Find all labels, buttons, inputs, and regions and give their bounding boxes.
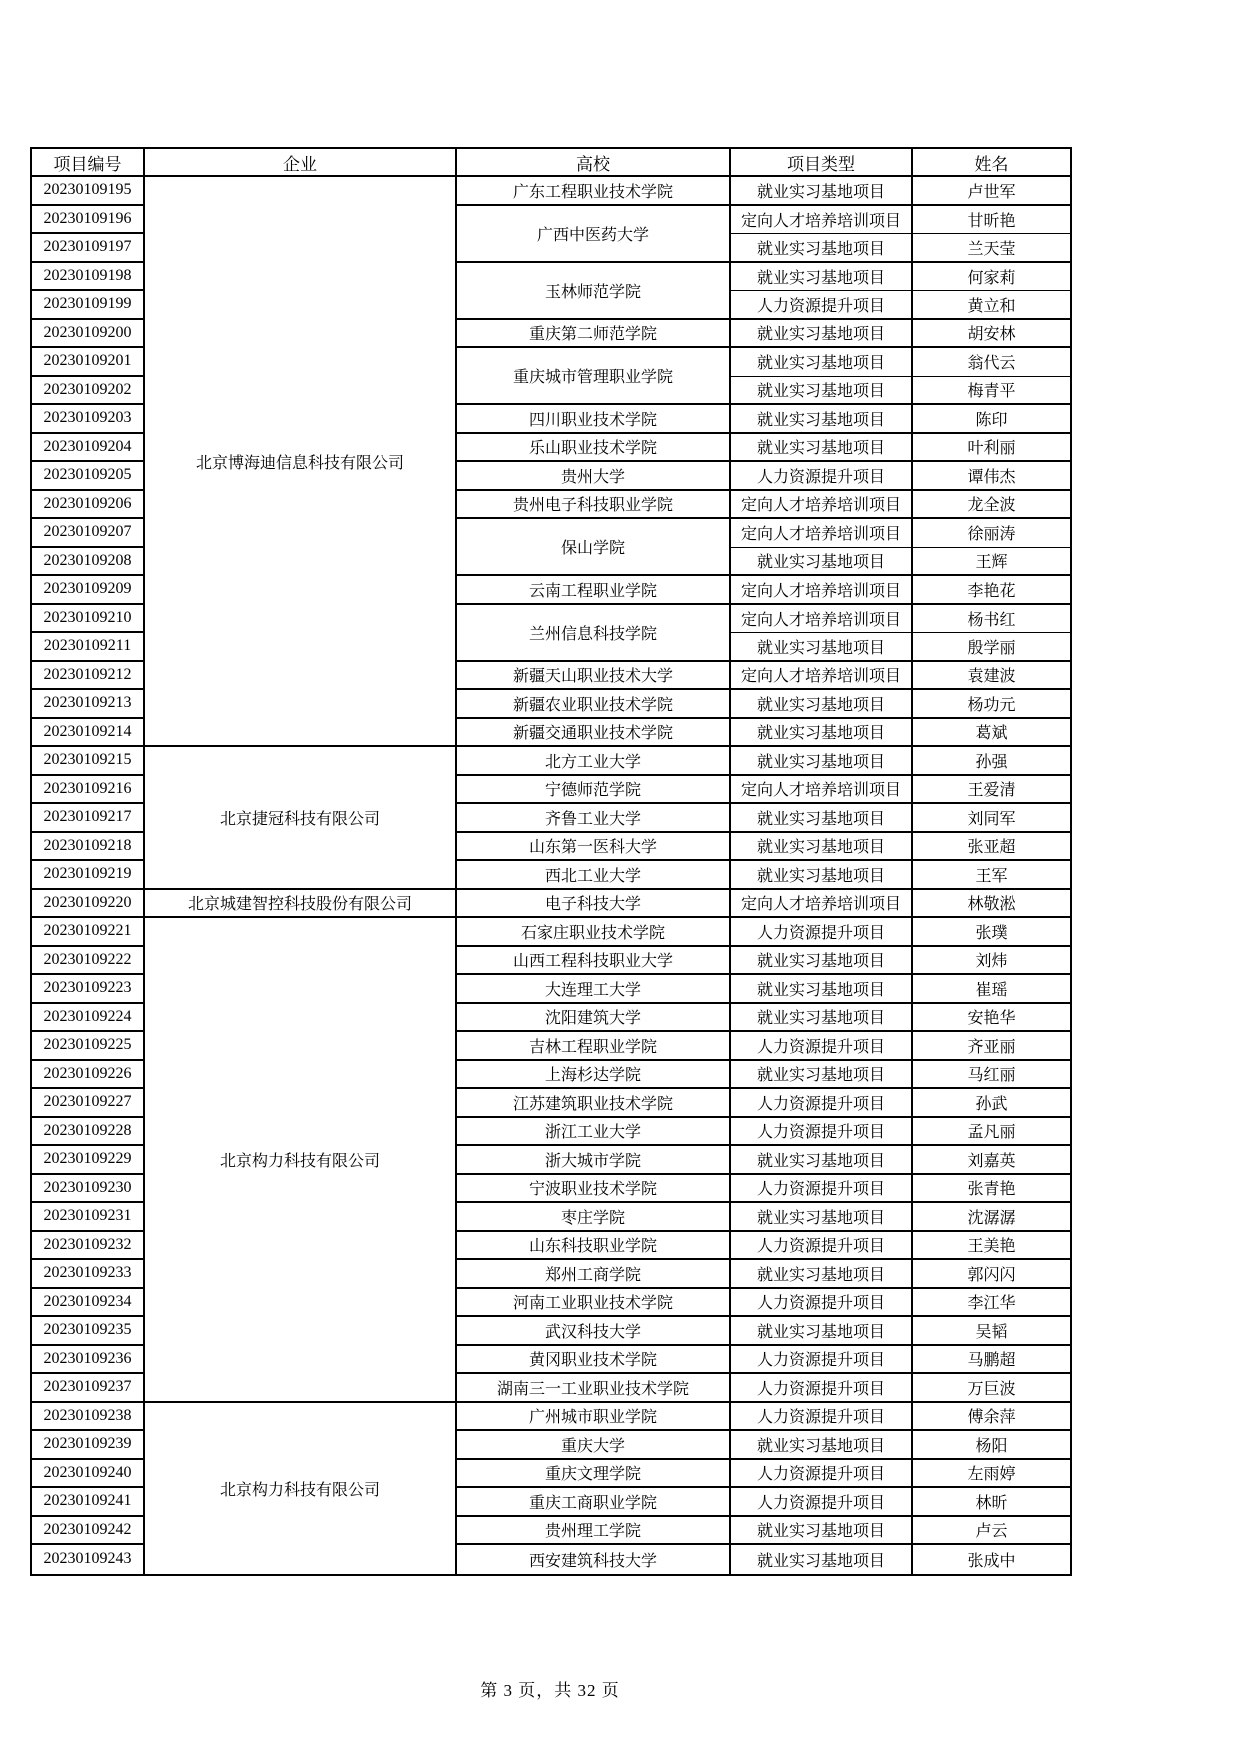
cell-person-name: 王军 [913, 861, 1070, 890]
cell-project-id: 20230109217 [32, 804, 145, 833]
cell-person-name: 杨书红 [913, 605, 1070, 634]
cell-project-id: 20230109236 [32, 1346, 145, 1375]
cell-project-type: 就业实习基地项目 [731, 548, 913, 577]
cell-project-type: 人力资源提升项目 [731, 1374, 913, 1403]
cell-project-type: 就业实习基地项目 [731, 804, 913, 833]
cell-project-id: 20230109237 [32, 1374, 145, 1403]
column-header-project-type: 项目类型 [731, 149, 913, 177]
cell-university: 沈阳建筑大学 [457, 1004, 731, 1033]
cell-person-name: 葛斌 [913, 719, 1070, 748]
cell-project-id: 20230109206 [32, 491, 145, 520]
cell-university: 江苏建筑职业技术学院 [457, 1089, 731, 1118]
cell-university: 山东第一医科大学 [457, 833, 731, 862]
cell-project-type: 就业实习基地项目 [731, 1317, 913, 1346]
cell-project-type: 人力资源提升项目 [731, 1118, 913, 1147]
cell-enterprise: 北京构力科技有限公司 [145, 918, 457, 1403]
cell-project-type: 就业实习基地项目 [731, 177, 913, 206]
cell-project-id: 20230109199 [32, 291, 145, 320]
column-header-enterprise: 企业 [145, 149, 457, 177]
cell-project-type: 就业实习基地项目 [731, 234, 913, 263]
cell-university: 上海杉达学院 [457, 1061, 731, 1090]
cell-project-type: 就业实习基地项目 [731, 690, 913, 719]
cell-university: 枣庄学院 [457, 1203, 731, 1232]
cell-project-id: 20230109203 [32, 405, 145, 434]
cell-person-name: 李艳花 [913, 576, 1070, 605]
cell-project-id: 20230109197 [32, 234, 145, 263]
cell-project-id: 20230109215 [32, 747, 145, 776]
cell-university: 大连理工大学 [457, 975, 731, 1004]
cell-project-type: 定向人才培养培训项目 [731, 206, 913, 235]
cell-person-name: 万巨波 [913, 1374, 1070, 1403]
cell-project-id: 20230109226 [32, 1061, 145, 1090]
cell-project-type: 就业实习基地项目 [731, 263, 913, 292]
cell-project-type: 定向人才培养培训项目 [731, 890, 913, 919]
cell-university: 河南工业职业技术学院 [457, 1289, 731, 1318]
cell-project-id: 20230109232 [32, 1232, 145, 1261]
cell-project-type: 人力资源提升项目 [731, 1089, 913, 1118]
cell-project-type: 就业实习基地项目 [731, 719, 913, 748]
column-header-university: 高校 [457, 149, 731, 177]
cell-project-id: 20230109196 [32, 206, 145, 235]
cell-person-name: 傅余萍 [913, 1403, 1070, 1432]
cell-university: 山西工程科技职业大学 [457, 947, 731, 976]
cell-university: 保山学院 [457, 519, 731, 576]
cell-university: 电子科技大学 [457, 890, 731, 919]
cell-project-type: 就业实习基地项目 [731, 320, 913, 349]
cell-project-id: 20230109216 [32, 776, 145, 805]
cell-project-type: 就业实习基地项目 [731, 1004, 913, 1033]
cell-person-name: 林昕 [913, 1488, 1070, 1517]
cell-person-name: 吴韬 [913, 1317, 1070, 1346]
projects-table [30, 147, 1072, 1576]
cell-university: 新疆农业职业技术学院 [457, 690, 731, 719]
cell-project-id: 20230109233 [32, 1260, 145, 1289]
cell-project-id: 20230109201 [32, 348, 145, 377]
cell-university: 广西中医药大学 [457, 206, 731, 263]
cell-project-id: 20230109202 [32, 377, 145, 406]
cell-project-id: 20230109231 [32, 1203, 145, 1232]
cell-university: 齐鲁工业大学 [457, 804, 731, 833]
cell-project-type: 定向人才培养培训项目 [731, 605, 913, 634]
cell-person-name: 翁代云 [913, 348, 1070, 377]
cell-university: 北方工业大学 [457, 747, 731, 776]
cell-project-type: 人力资源提升项目 [731, 291, 913, 320]
cell-project-id: 20230109242 [32, 1517, 145, 1546]
cell-university: 吉林工程职业学院 [457, 1032, 731, 1061]
cell-project-id: 20230109213 [32, 690, 145, 719]
cell-person-name: 刘炜 [913, 947, 1070, 976]
cell-project-type: 就业实习基地项目 [731, 1146, 913, 1175]
cell-project-type: 就业实习基地项目 [731, 1431, 913, 1460]
cell-person-name: 孟凡丽 [913, 1118, 1070, 1147]
cell-university: 湖南三一工业职业技术学院 [457, 1374, 731, 1403]
cell-person-name: 孙武 [913, 1089, 1070, 1118]
cell-person-name: 刘嘉英 [913, 1146, 1070, 1175]
cell-project-type: 就业实习基地项目 [731, 1260, 913, 1289]
cell-person-name: 殷学丽 [913, 633, 1070, 662]
cell-project-id: 20230109230 [32, 1175, 145, 1204]
cell-project-id: 20230109214 [32, 719, 145, 748]
column-header-project-id: 项目编号 [32, 149, 145, 177]
cell-project-type: 就业实习基地项目 [731, 1545, 913, 1574]
cell-person-name: 张亚超 [913, 833, 1070, 862]
cell-enterprise: 北京构力科技有限公司 [145, 1403, 457, 1574]
cell-project-type: 定向人才培养培训项目 [731, 776, 913, 805]
cell-university: 浙大城市学院 [457, 1146, 731, 1175]
cell-project-type: 就业实习基地项目 [731, 1203, 913, 1232]
cell-project-id: 20230109223 [32, 975, 145, 1004]
cell-project-id: 20230109207 [32, 519, 145, 548]
cell-project-type: 定向人才培养培训项目 [731, 519, 913, 548]
cell-project-id: 20230109204 [32, 434, 145, 463]
cell-university: 浙江工业大学 [457, 1118, 731, 1147]
cell-project-id: 20230109222 [32, 947, 145, 976]
cell-university: 黄冈职业技术学院 [457, 1346, 731, 1375]
cell-person-name: 沈潺潺 [913, 1203, 1070, 1232]
cell-person-name: 谭伟杰 [913, 462, 1070, 491]
cell-project-type: 就业实习基地项目 [731, 434, 913, 463]
cell-project-type: 就业实习基地项目 [731, 747, 913, 776]
cell-project-id: 20230109225 [32, 1032, 145, 1061]
cell-person-name: 胡安林 [913, 320, 1070, 349]
cell-enterprise: 北京博海迪信息科技有限公司 [145, 177, 457, 747]
cell-project-type: 就业实习基地项目 [731, 405, 913, 434]
cell-project-id: 20230109209 [32, 576, 145, 605]
cell-person-name: 齐亚丽 [913, 1032, 1070, 1061]
cell-project-type: 定向人才培养培训项目 [731, 491, 913, 520]
cell-university: 宁波职业技术学院 [457, 1175, 731, 1204]
cell-project-id: 20230109208 [32, 548, 145, 577]
column-header-person-name: 姓名 [913, 149, 1070, 177]
cell-project-type: 就业实习基地项目 [731, 947, 913, 976]
cell-person-name: 崔瑶 [913, 975, 1070, 1004]
cell-person-name: 龙全波 [913, 491, 1070, 520]
cell-project-type: 人力资源提升项目 [731, 1175, 913, 1204]
cell-project-type: 定向人才培养培训项目 [731, 662, 913, 691]
cell-university: 贵州电子科技职业学院 [457, 491, 731, 520]
cell-person-name: 徐丽涛 [913, 519, 1070, 548]
cell-project-type: 就业实习基地项目 [731, 833, 913, 862]
cell-university: 四川职业技术学院 [457, 405, 731, 434]
cell-project-id: 20230109238 [32, 1403, 145, 1432]
cell-person-name: 甘昕艳 [913, 206, 1070, 235]
cell-university: 重庆文理学院 [457, 1460, 731, 1489]
cell-project-type: 人力资源提升项目 [731, 1346, 913, 1375]
cell-person-name: 陈印 [913, 405, 1070, 434]
cell-project-type: 人力资源提升项目 [731, 918, 913, 947]
cell-project-type: 就业实习基地项目 [731, 377, 913, 406]
cell-project-id: 20230109219 [32, 861, 145, 890]
cell-university: 玉林师范学院 [457, 263, 731, 320]
cell-project-id: 20230109195 [32, 177, 145, 206]
cell-university: 重庆第二师范学院 [457, 320, 731, 349]
cell-person-name: 张璞 [913, 918, 1070, 947]
cell-university: 新疆天山职业技术大学 [457, 662, 731, 691]
cell-project-id: 20230109227 [32, 1089, 145, 1118]
cell-person-name: 梅青平 [913, 377, 1070, 406]
cell-project-type: 人力资源提升项目 [731, 1460, 913, 1489]
cell-person-name: 叶利丽 [913, 434, 1070, 463]
page-footer: 第 3 页，共 32 页 [480, 1681, 620, 1700]
cell-project-id: 20230109240 [32, 1460, 145, 1489]
cell-university: 贵州大学 [457, 462, 731, 491]
cell-university: 重庆工商职业学院 [457, 1488, 731, 1517]
cell-project-type: 定向人才培养培训项目 [731, 576, 913, 605]
cell-university: 贵州理工学院 [457, 1517, 731, 1546]
cell-university: 重庆城市管理职业学院 [457, 348, 731, 405]
cell-project-id: 20230109241 [32, 1488, 145, 1517]
cell-university: 广东工程职业技术学院 [457, 177, 731, 206]
cell-project-type: 人力资源提升项目 [731, 462, 913, 491]
cell-university: 西北工业大学 [457, 861, 731, 890]
cell-enterprise: 北京城建智控科技股份有限公司 [145, 890, 457, 919]
cell-project-type: 人力资源提升项目 [731, 1032, 913, 1061]
cell-university: 郑州工商学院 [457, 1260, 731, 1289]
table-body [32, 177, 1070, 1574]
cell-person-name: 杨功元 [913, 690, 1070, 719]
cell-project-type: 就业实习基地项目 [731, 861, 913, 890]
cell-person-name: 马红丽 [913, 1061, 1070, 1090]
cell-project-id: 20230109224 [32, 1004, 145, 1033]
cell-project-id: 20230109210 [32, 605, 145, 634]
cell-project-id: 20230109211 [32, 633, 145, 662]
cell-project-id: 20230109243 [32, 1545, 145, 1574]
cell-project-type: 人力资源提升项目 [731, 1232, 913, 1261]
cell-person-name: 卢世军 [913, 177, 1070, 206]
cell-enterprise: 北京捷冠科技有限公司 [145, 747, 457, 890]
cell-project-id: 20230109212 [32, 662, 145, 691]
cell-person-name: 林敬淞 [913, 890, 1070, 919]
cell-university: 新疆交通职业技术学院 [457, 719, 731, 748]
cell-project-id: 20230109218 [32, 833, 145, 862]
cell-university: 云南工程职业学院 [457, 576, 731, 605]
cell-project-type: 就业实习基地项目 [731, 1517, 913, 1546]
cell-university: 山东科技职业学院 [457, 1232, 731, 1261]
cell-person-name: 张青艳 [913, 1175, 1070, 1204]
cell-person-name: 马鹏超 [913, 1346, 1070, 1375]
cell-project-type: 人力资源提升项目 [731, 1289, 913, 1318]
cell-person-name: 左雨婷 [913, 1460, 1070, 1489]
table-header [32, 149, 1070, 177]
cell-project-type: 就业实习基地项目 [731, 975, 913, 1004]
cell-project-id: 20230109220 [32, 890, 145, 919]
cell-person-name: 李江华 [913, 1289, 1070, 1318]
cell-person-name: 刘同军 [913, 804, 1070, 833]
cell-university: 重庆大学 [457, 1431, 731, 1460]
cell-university: 宁德师范学院 [457, 776, 731, 805]
cell-project-type: 就业实习基地项目 [731, 633, 913, 662]
cell-university: 广州城市职业学院 [457, 1403, 731, 1432]
cell-person-name: 王辉 [913, 548, 1070, 577]
cell-university: 武汉科技大学 [457, 1317, 731, 1346]
cell-project-id: 20230109221 [32, 918, 145, 947]
cell-person-name: 孙强 [913, 747, 1070, 776]
cell-project-id: 20230109198 [32, 263, 145, 292]
cell-person-name: 郭闪闪 [913, 1260, 1070, 1289]
cell-university: 石家庄职业技术学院 [457, 918, 731, 947]
cell-person-name: 王美艳 [913, 1232, 1070, 1261]
cell-project-type: 人力资源提升项目 [731, 1403, 913, 1432]
cell-person-name: 黄立和 [913, 291, 1070, 320]
cell-project-type: 就业实习基地项目 [731, 1061, 913, 1090]
cell-person-name: 卢云 [913, 1517, 1070, 1546]
cell-project-id: 20230109228 [32, 1118, 145, 1147]
cell-person-name: 张成中 [967, 1552, 1016, 1570]
cell-person-name: 王爱清 [913, 776, 1070, 805]
cell-project-id: 20230109234 [32, 1289, 145, 1318]
cell-person-name: 安艳华 [913, 1004, 1070, 1033]
cell-project-id: 20230109205 [32, 462, 145, 491]
cell-project-id: 20230109200 [32, 320, 145, 349]
cell-project-id: 20230109239 [32, 1431, 145, 1460]
cell-project-type: 就业实习基地项目 [731, 348, 913, 377]
cell-project-id: 20230109229 [32, 1146, 145, 1175]
cell-person-name: 何家莉 [913, 263, 1070, 292]
cell-project-id: 20230109235 [32, 1317, 145, 1346]
cell-university: 兰州信息科技学院 [457, 605, 731, 662]
cell-project-type: 人力资源提升项目 [731, 1488, 913, 1517]
cell-person-name: 袁建波 [913, 662, 1070, 691]
cell-person-name: 杨阳 [913, 1431, 1070, 1460]
cell-university: 西安建筑科技大学 [457, 1545, 731, 1574]
cell-university: 乐山职业技术学院 [457, 434, 731, 463]
cell-person-name: 兰天莹 [913, 234, 1070, 263]
